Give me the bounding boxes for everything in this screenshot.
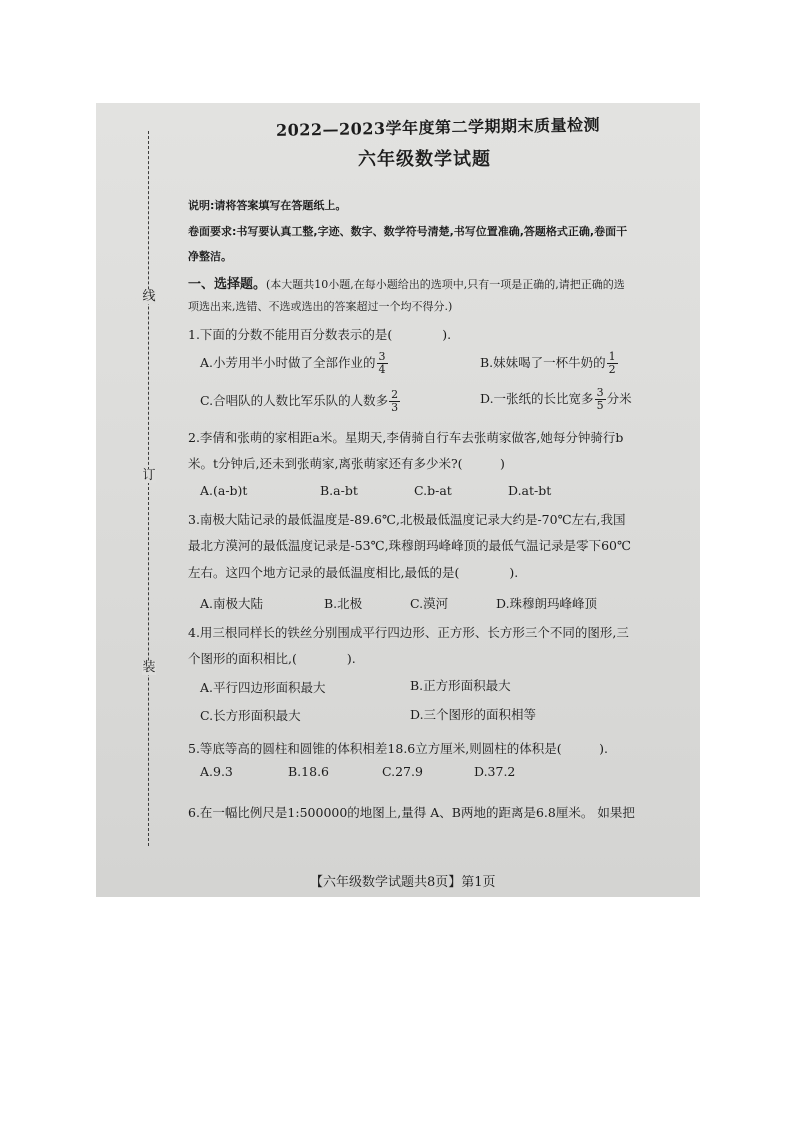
layout-requirement: 卷面要求:书写要认真工整,字迹、数字、数学符号清楚,书写位置准确,答题格式正确,卷面干 (188, 225, 628, 238)
instruction-note: 说明:请将答案填写在答题纸上。 (188, 199, 347, 212)
section-description: (本大题共10小题,在每小题给出的选项中,只有一项是正确的,请把正确的选 (266, 278, 625, 291)
question-4-option-b: B.正方形面积最大 (410, 678, 511, 693)
fraction (607, 351, 618, 376)
fraction-denominator: 2 (608, 363, 616, 376)
question-4-option-c: C.长方形面积最大 (200, 708, 301, 723)
page-footer: 【六年级数学试题共8页】第1页 (310, 875, 496, 890)
fraction-numerator: 3 (378, 350, 386, 363)
question-5-option-c: C.27.9 (382, 764, 423, 779)
question-3-option-b: B.北极 (324, 596, 363, 611)
section-1-header (188, 273, 625, 292)
question-2-option-a: A.(a-b)t (200, 483, 248, 498)
question-5-stem: 5.等底等高的圆柱和圆锥的体积相差18.6立方厘米,则圆柱的体积是( ). (188, 741, 608, 756)
question-2-line-1: 2.李倩和张萌的家相距a米。星期天,李倩骑自行车去张萌家做客,她每分钟骑行b (188, 430, 624, 445)
fraction-denominator: 5 (596, 399, 604, 412)
option-text: B.妹妹喝了一杯牛奶的 (480, 355, 606, 370)
exam-sheet (96, 103, 700, 897)
fraction-denominator: 4 (378, 363, 386, 376)
binding-label-staple: 订 (142, 468, 156, 483)
question-3-option-d: D.珠穆朗玛峰峰顶 (496, 596, 598, 611)
fraction-denominator: 3 (391, 401, 399, 414)
question-3-line-3: 左右。这四个地方记录的最低温度相比,最低的是( ). (188, 565, 519, 580)
layout-requirement-cont: 净整洁。 (188, 250, 232, 263)
question-2-option-d: D.at-bt (508, 483, 552, 498)
fraction-numerator: 1 (608, 350, 616, 363)
binding-label-bind: 装 (142, 660, 156, 675)
question-3-option-c: C.漠河 (410, 596, 449, 611)
fraction-numerator: 3 (596, 386, 604, 399)
question-4-line-1: 4.用三根同样长的铁丝分别围成平行四边形、正方形、长方形三个不同的图形,三 (188, 625, 629, 640)
fraction (389, 389, 400, 414)
question-6-stem: 6.在一幅比例尺是1:500000的地图上,量得 A、B两地的距离是6.8厘米。 如果把 (188, 805, 635, 820)
section-heading: 一、选择题。 (188, 277, 267, 292)
fraction (377, 351, 388, 376)
question-2-line-2: 米。t分钟后,还未到张萌家,离张萌家还有多少米?( ) (188, 456, 505, 471)
exam-subtitle: 六年级数学试题 (358, 149, 491, 170)
binding-label-line: 线 (142, 289, 156, 304)
question-1-option-a (200, 351, 389, 376)
question-5-option-b: B.18.6 (288, 764, 329, 779)
question-1-option-d (480, 387, 632, 412)
exam-title: 2022—2023学年度第二学期期末质量检测 (275, 115, 601, 140)
question-5-option-a: A.9.3 (200, 764, 233, 779)
section-description-cont: 项选出来,选错、不选或选出的答案超过一个均不得分.) (188, 300, 453, 313)
fraction-numerator: 2 (391, 388, 399, 401)
question-3-line-2: 最北方漠河的最低温度记录是-53℃,珠穆朗玛峰峰顶的最低气温记录是零下60℃ (188, 538, 631, 553)
option-text: C.合唱队的人数比军乐队的人数多 (200, 393, 389, 408)
question-2-option-c: C.b-at (414, 483, 452, 498)
option-unit: 分米 (606, 391, 632, 406)
question-4-option-a: A.平行四边形面积最大 (200, 680, 326, 695)
question-4-option-d: D.三个图形的面积相等 (410, 707, 537, 722)
option-text: D.一张纸的长比宽多 (480, 391, 594, 406)
question-1-option-b (480, 351, 619, 376)
binding-line (148, 131, 149, 846)
question-3-option-a: A.南极大陆 (200, 596, 264, 611)
question-3-line-1: 3.南极大陆记录的最低温度是-89.6℃,北极最低温度记录大约是-70℃左右,我国 (188, 512, 626, 527)
option-text: A.小芳用半小时做了全部作业的 (200, 355, 376, 370)
question-1-option-c (200, 389, 401, 414)
fraction (595, 387, 606, 412)
question-2-option-b: B.a-bt (320, 483, 358, 498)
question-4-line-2: 个图形的面积相比,( ). (188, 651, 356, 666)
question-5-option-d: D.37.2 (474, 764, 516, 779)
question-1-stem: 1.下面的分数不能用百分数表示的是( ). (188, 327, 452, 342)
